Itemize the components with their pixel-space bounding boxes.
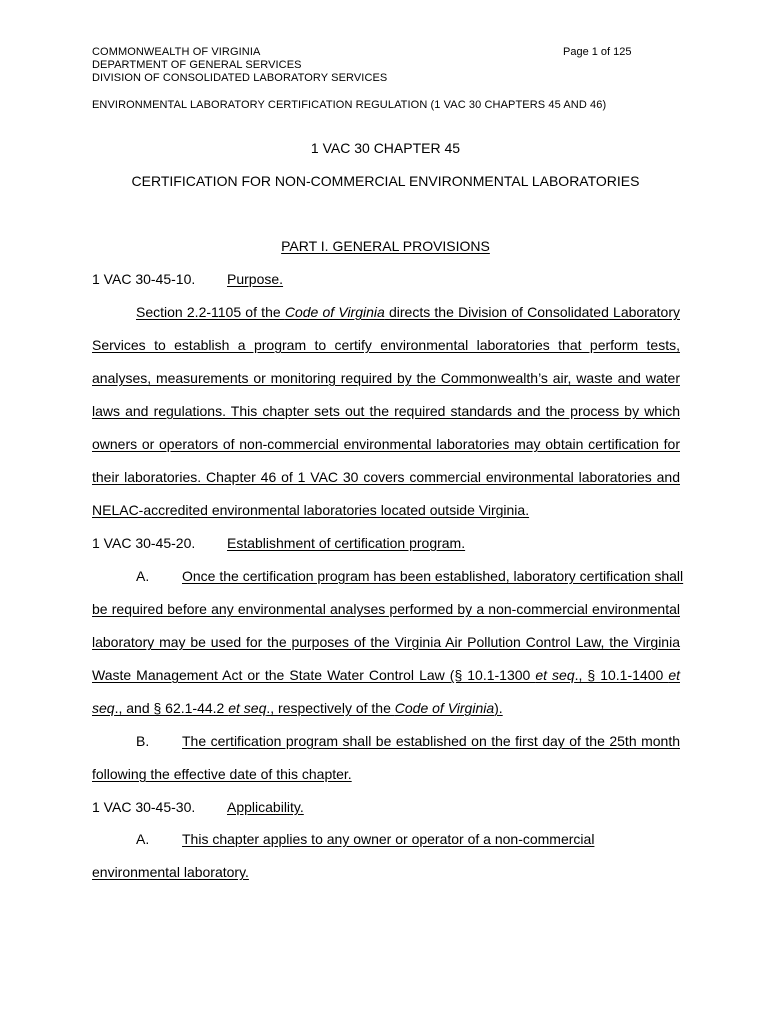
header-org-line-3: DIVISION OF CONSOLIDATED LABORATORY SERVICES xyxy=(92,72,388,84)
section-10-title: Purpose. xyxy=(227,271,284,287)
section-10-number: 1 VAC 30-45-10. xyxy=(92,271,196,287)
section-20-b-line-1 xyxy=(92,733,680,750)
paragraph-indent xyxy=(92,831,136,848)
chapter-number: 1 VAC 30 CHAPTER 45 xyxy=(310,140,461,156)
code-of-virginia-citation: Code of Virginia xyxy=(394,700,495,716)
subsection-label-b: B. xyxy=(136,733,150,749)
paragraph-indent xyxy=(92,304,136,321)
header-org-line-1: COMMONWEALTH OF VIRGINIA xyxy=(92,46,261,58)
section-20-b-line-1-text: The certification program shall be established on the first day of the 25th month xyxy=(182,733,680,749)
section-20-a-line-5-mid: ., respectively of the xyxy=(266,700,395,716)
section-20-a-line-3: laboratory may be used for the purposes of the Virginia Air Pollution Control Law, the Virginia xyxy=(92,634,680,650)
section-10-line-1 xyxy=(92,304,680,321)
section-10-line-6: their laboratories. Chapter 46 of 1 VAC 30 covers commercial environmental laboratories and xyxy=(92,469,680,485)
seq-italic: seq xyxy=(92,700,115,716)
section-30-number: 1 VAC 30-45-30. xyxy=(92,799,196,815)
section-30-a-line-1 xyxy=(92,831,680,848)
page-number: Page 1 of 125 xyxy=(563,46,632,58)
subsection-label-a: A. xyxy=(136,831,150,847)
section-10-line-2: Services to establish a program to certify environmental laboratories that perform tests, xyxy=(92,337,680,353)
section-20-a-line-5-end: ). xyxy=(494,700,503,716)
header-org-line-2: DEPARTMENT OF GENERAL SERVICES xyxy=(92,59,302,71)
section-20-a-line-5-text: ., and § 62.1-44.2 xyxy=(114,700,229,716)
part-heading-text: PART I. GENERAL PROVISIONS xyxy=(281,238,490,254)
section-20-number: 1 VAC 30-45-20. xyxy=(92,535,196,551)
paragraph-indent xyxy=(92,733,136,750)
section-30-a-line-1-text: This chapter applies to any owner or operator of a non-commercial xyxy=(182,831,595,847)
section-20-a-line-4-text: Waste Management Act or the State Water Control Law (§ 10.1-1300 xyxy=(92,667,536,683)
regulation-title: ENVIRONMENTAL LABORATORY CERTIFICATION REGULATION (1 VAC 30 CHAPTERS 45 AND 46) xyxy=(92,99,607,111)
section-10-line-1-text-end: directs the Division of Consolidated Laboratory xyxy=(384,304,680,320)
section-20-a-line-4-mid: ., § 10.1-1400 xyxy=(574,667,669,683)
section-20-a-line-2: be required before any environmental analyses performed by a non-commercial environmental xyxy=(92,601,680,617)
section-10-heading xyxy=(92,271,680,288)
section-20-b-line-2: following the effective date of this chapter. xyxy=(92,766,352,782)
section-10-line-7: NELAC-accredited environmental laboratories located outside Virginia. xyxy=(92,502,530,518)
section-20-a-line-4 xyxy=(92,667,680,684)
et-italic: et xyxy=(668,667,680,683)
section-10-line-5: owners or operators of non-commercial environmental laboratories may obtain certification for xyxy=(92,436,680,452)
section-20-a-line-1-text: Once the certification program has been established, laboratory certification shall xyxy=(182,568,684,584)
subsection-label-a: A. xyxy=(136,568,150,584)
paragraph-indent xyxy=(92,568,136,585)
section-30-heading xyxy=(92,799,680,816)
section-20-heading xyxy=(92,535,680,552)
et-seq-italic: et seq xyxy=(228,700,267,716)
part-heading xyxy=(92,238,679,255)
et-seq-italic: et seq xyxy=(535,667,575,683)
section-20-a-line-1 xyxy=(92,568,684,585)
section-20-a-line-5 xyxy=(92,700,680,717)
section-30-title: Applicability. xyxy=(227,799,304,815)
section-10-line-1-text: Section 2.2-1105 of the xyxy=(136,304,285,320)
code-of-virginia-citation: Code of Virginia xyxy=(284,304,385,320)
section-10-line-3: analyses, measurements or monitoring required by the Commonwealth’s air, waste and water xyxy=(92,370,680,386)
section-10-line-4: laws and regulations. This chapter sets out the required standards and the process by which xyxy=(92,403,680,419)
section-20-title: Establishment of certification program. xyxy=(227,535,466,551)
section-30-a-line-2: environmental laboratory. xyxy=(92,864,249,880)
chapter-title: CERTIFICATION FOR NON-COMMERCIAL ENVIRONMENTAL LABORATORIES xyxy=(131,173,640,189)
